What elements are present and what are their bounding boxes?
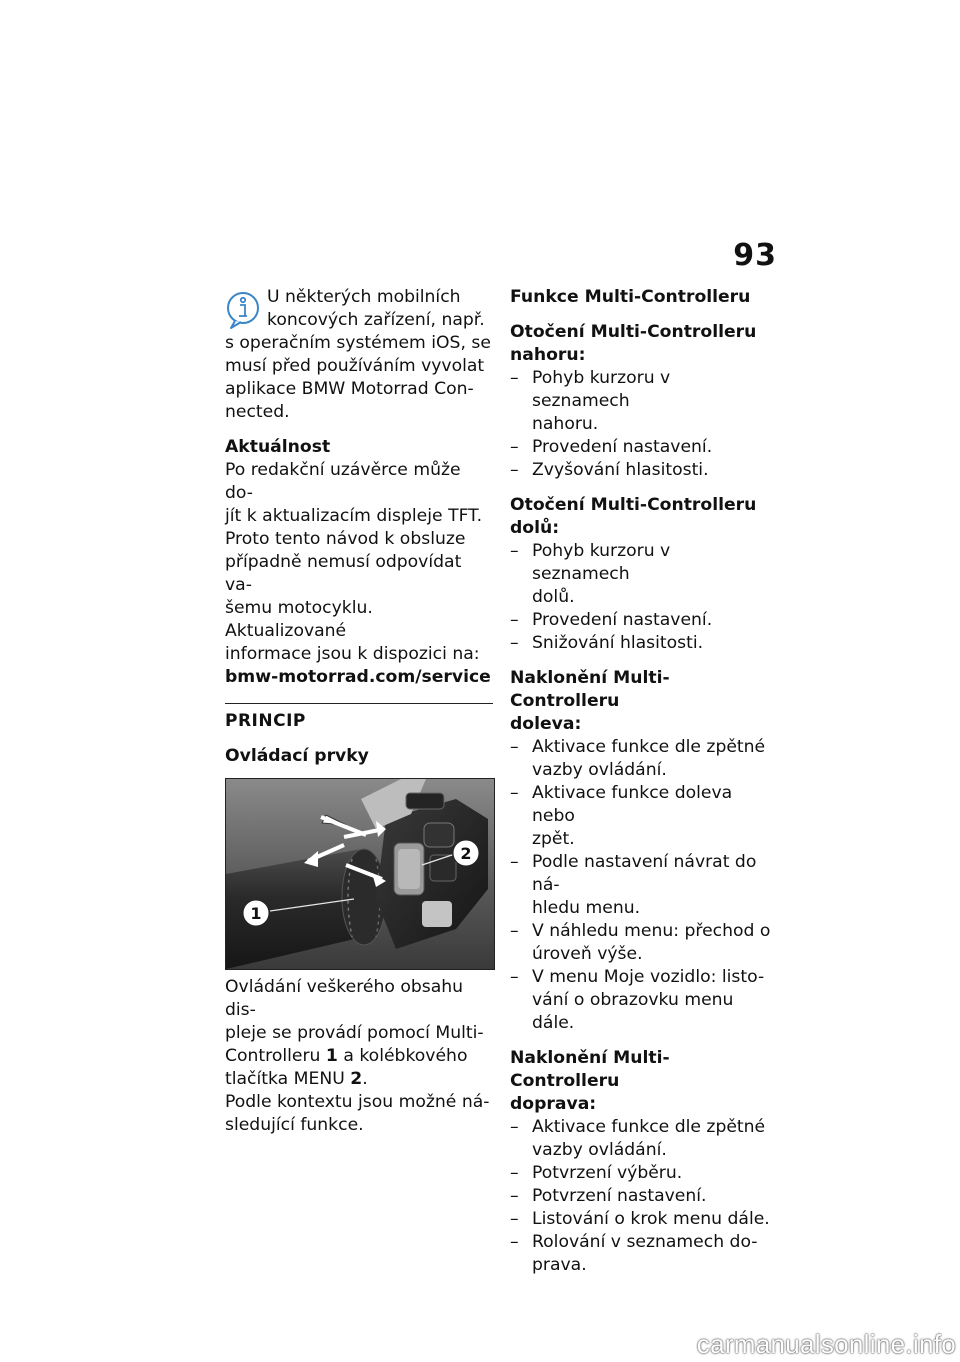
bullet-item xyxy=(510,609,772,632)
aktualnost-line: Proto tento návod k obsluze xyxy=(225,529,466,549)
bullet-item xyxy=(510,851,772,897)
bullet-item xyxy=(510,1208,772,1231)
function-groups xyxy=(510,321,772,1277)
functions-title: Funkce Multi-Controlleru xyxy=(510,287,751,307)
bullet-text: Listování o krok menu dále. xyxy=(532,1209,770,1229)
dash-bullet-icon: – xyxy=(510,967,519,987)
dash-bullet-icon: – xyxy=(510,1232,519,1252)
bullet-text: Aktivace funkce doleva nebo xyxy=(532,783,733,826)
page-number: 93 xyxy=(733,238,777,273)
bullet-item xyxy=(510,367,772,413)
bullet-item xyxy=(510,782,772,828)
info-line: koncových zařízení, např. xyxy=(267,310,485,330)
bullet-text: dolů. xyxy=(532,587,575,607)
dash-bullet-icon: – xyxy=(510,633,519,653)
bullet-text: V náhledu menu: přechod o xyxy=(532,921,771,941)
bullet-item xyxy=(510,897,772,920)
bullet-text: hledu menu. xyxy=(532,898,641,918)
bullet-item xyxy=(510,1254,772,1277)
bullet-item xyxy=(510,759,772,782)
body-line: pleje se provádí pomocí Multi- xyxy=(225,1023,484,1043)
group-heading: doleva: xyxy=(510,714,582,734)
right-column xyxy=(510,286,772,1277)
group-heading: nahoru: xyxy=(510,345,586,365)
bullet-item xyxy=(510,436,772,459)
bullet-text: Aktivace funkce dle zpětné xyxy=(532,737,766,757)
bullet-text: úroveň výše. xyxy=(532,944,643,964)
body-text: . xyxy=(362,1069,368,1089)
watermark-footer: carmanualsonline.info xyxy=(696,1329,956,1359)
dash-bullet-icon: – xyxy=(510,921,519,941)
subsection-title: Ovládací prvky xyxy=(225,746,369,766)
aktualnost-line: šemu motocyklu. Aktualizované xyxy=(225,598,373,641)
bullet-item xyxy=(510,828,772,851)
group-heading: Otočení Multi-Controlleru xyxy=(510,495,757,515)
dash-bullet-icon: – xyxy=(510,437,519,457)
group-heading: Naklonění Multi-Controlleru xyxy=(510,1048,670,1091)
group-heading: doprava: xyxy=(510,1094,597,1114)
bullet-item xyxy=(510,943,772,966)
section-divider xyxy=(225,703,493,704)
group-heading: Naklonění Multi-Controlleru xyxy=(510,668,670,711)
info-line: musí před používáním vyvolat xyxy=(225,356,485,376)
left-column xyxy=(225,286,493,1137)
dash-bullet-icon: – xyxy=(510,1186,519,1206)
bullet-item xyxy=(510,413,772,436)
info-note xyxy=(225,286,493,424)
info-line: aplikace BMW Motorrad Con- xyxy=(225,379,474,399)
body-line: Ovládání veškerého obsahu dis- xyxy=(225,977,464,1020)
figure-label-2: 2 xyxy=(460,844,472,863)
bullet-text: Potvrzení výběru. xyxy=(532,1163,683,1183)
bullet-item xyxy=(510,586,772,609)
bullet-text: vazby ovládání. xyxy=(532,760,667,780)
bullet-text: Potvrzení nastavení. xyxy=(532,1186,707,1206)
bullet-text: vazby ovládání. xyxy=(532,1140,667,1160)
bullet-item xyxy=(510,736,772,759)
dash-bullet-icon: – xyxy=(510,783,519,803)
bullet-text: Rolování v seznamech do- xyxy=(532,1232,758,1252)
bullet-item xyxy=(510,1185,772,1208)
dash-bullet-icon: – xyxy=(510,541,519,561)
controller-figure xyxy=(225,778,495,970)
bullet-item xyxy=(510,1162,772,1185)
handlebar-illustration xyxy=(226,779,494,969)
body-text: tlačítka MENU xyxy=(225,1069,351,1089)
bullet-item xyxy=(510,920,772,943)
group-heading: dolů: xyxy=(510,518,560,538)
bullet-text: nahoru. xyxy=(532,414,599,434)
bullet-text: V menu Moje vozidlo: listo- xyxy=(532,967,765,987)
ref-1: 1 xyxy=(325,1046,338,1066)
dash-bullet-icon: – xyxy=(510,610,519,630)
aktualnost-line: případně nemusí odpovídat va- xyxy=(225,552,462,595)
bullet-item xyxy=(510,632,772,655)
body-line xyxy=(225,1068,493,1091)
aktualnost-line: informace jsou k dispozici na: xyxy=(225,644,480,664)
bullet-text: prava. xyxy=(532,1255,587,1275)
dash-bullet-icon: – xyxy=(510,852,519,872)
body-text: a kolébkového xyxy=(337,1046,468,1066)
section-title: PRINCIP xyxy=(225,711,306,731)
bullet-text: vání o obrazovku menu dále. xyxy=(532,990,734,1033)
bullet-text: Aktivace funkce dle zpětné xyxy=(532,1117,766,1137)
bullet-item xyxy=(510,540,772,586)
bullet-item xyxy=(510,966,772,989)
bullet-item xyxy=(510,1231,772,1254)
aktualnost-line: jít k aktualizacím displeje TFT. xyxy=(225,506,483,526)
bullet-text: Pohyb kurzoru v seznamech xyxy=(532,368,671,411)
body-line: sledující funkce. xyxy=(225,1115,364,1135)
figure-label-1: 1 xyxy=(250,904,262,923)
bullet-item xyxy=(510,1139,772,1162)
bullet-text: Snižování hlasitosti. xyxy=(532,633,704,653)
group-heading: Otočení Multi-Controlleru xyxy=(510,322,757,342)
dash-bullet-icon: – xyxy=(510,1163,519,1183)
ref-2: 2 xyxy=(350,1069,363,1089)
info-icon xyxy=(225,290,261,330)
body-line xyxy=(225,1045,493,1068)
dash-bullet-icon: – xyxy=(510,1209,519,1229)
bullet-text: Provedení nastavení. xyxy=(532,610,713,630)
body-text: Controlleru xyxy=(225,1046,326,1066)
dash-bullet-icon: – xyxy=(510,460,519,480)
info-line: s operačním systémem iOS, se xyxy=(225,333,491,353)
info-line: nected. xyxy=(225,402,290,422)
dash-bullet-icon: – xyxy=(510,368,519,388)
bullet-text: Podle nastavení návrat do ná- xyxy=(532,852,757,895)
dash-bullet-icon: – xyxy=(510,1117,519,1137)
bullet-item xyxy=(510,989,772,1035)
dash-bullet-icon: – xyxy=(510,737,519,757)
aktualnost-heading: Aktuálnost xyxy=(225,437,331,457)
bullet-text: zpět. xyxy=(532,829,575,849)
aktualnost-line: Po redakční uzávěrce může do- xyxy=(225,460,461,503)
bullet-text: Pohyb kurzoru v seznamech xyxy=(532,541,671,584)
service-link[interactable]: bmw-motorrad.com/service xyxy=(225,667,491,687)
bullet-item xyxy=(510,1116,772,1139)
bullet-text: Provedení nastavení. xyxy=(532,437,713,457)
bullet-text: Zvyšování hlasitosti. xyxy=(532,460,709,480)
body-line: Podle kontextu jsou možné ná- xyxy=(225,1092,490,1112)
bullet-item xyxy=(510,459,772,482)
info-line: U některých mobilních xyxy=(267,287,461,307)
